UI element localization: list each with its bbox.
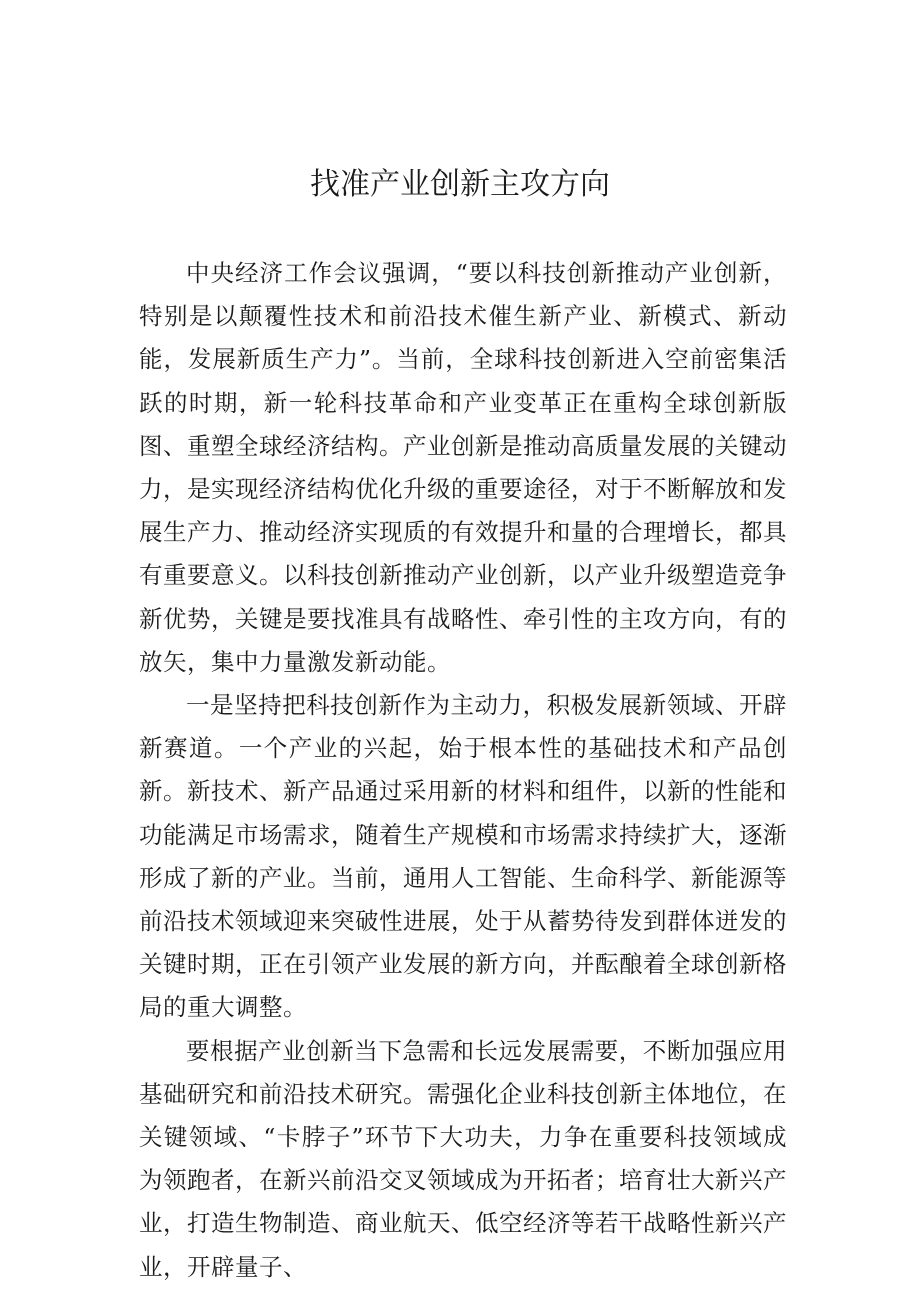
document-title: 找准产业创新主攻方向 [310, 167, 610, 202]
paragraph-3: 要根据产业创新当下急需和长远发展需要，不断加强应用基础研究和前沿技术研究。需强化企业科技创新主体地位，在关键领域、“卡脖子”环节下大功夫，力争在重要科技领域成为领跑者，在新兴前沿交叉领域成为开拓者；培育壮大新兴产业，打造生物制造、商业航天、低空经济等若干战略性新兴产业，开辟量子、 [139, 1036, 787, 1281]
document-body [139, 252, 787, 1289]
paragraph-1: 中央经济工作会议强调，“要以科技创新推动产业创新，特别是以颠覆性技术和前沿技术催生新产业、新模式、新动能，发展新质生产力”。当前，全球科技创新进入空前密集活跃的时期，新一轮科技革命和产业变革正在重构全球创新版图、重塑全球经济结构。产业创新是推动高质量发展的关键动力，是实现经济结构优化升级的重要途径，对于不断解放和发展生产力、推动经济实现质的有效提升和量的合理增长，都具有重要意义。以科技创新推动产业创新，以产业升级塑造竞争新优势，关键是要找准具有战略性、牵引性的主攻方向，有的放矢，集中力量激发新动能。 [139, 259, 787, 676]
paragraph-2: 一是坚持把科技创新作为主动力，积极发展新领域、开辟新赛道。一个产业的兴起，始于根本性的基础技术和产品创新。新技术、新产品通过采用新的材料和组件，以新的性能和功能满足市场需求，随着生产规模和市场需求持续扩大，逐渐形成了新的产业。当前，通用人工智能、生命科学、新能源等前沿技术领域迎来突破性进展，处于从蓄势待发到群体迸发的关键时期，正在引领产业发展的新方向，并酝酿着全球创新格局的重大调整。 [139, 691, 787, 1022]
